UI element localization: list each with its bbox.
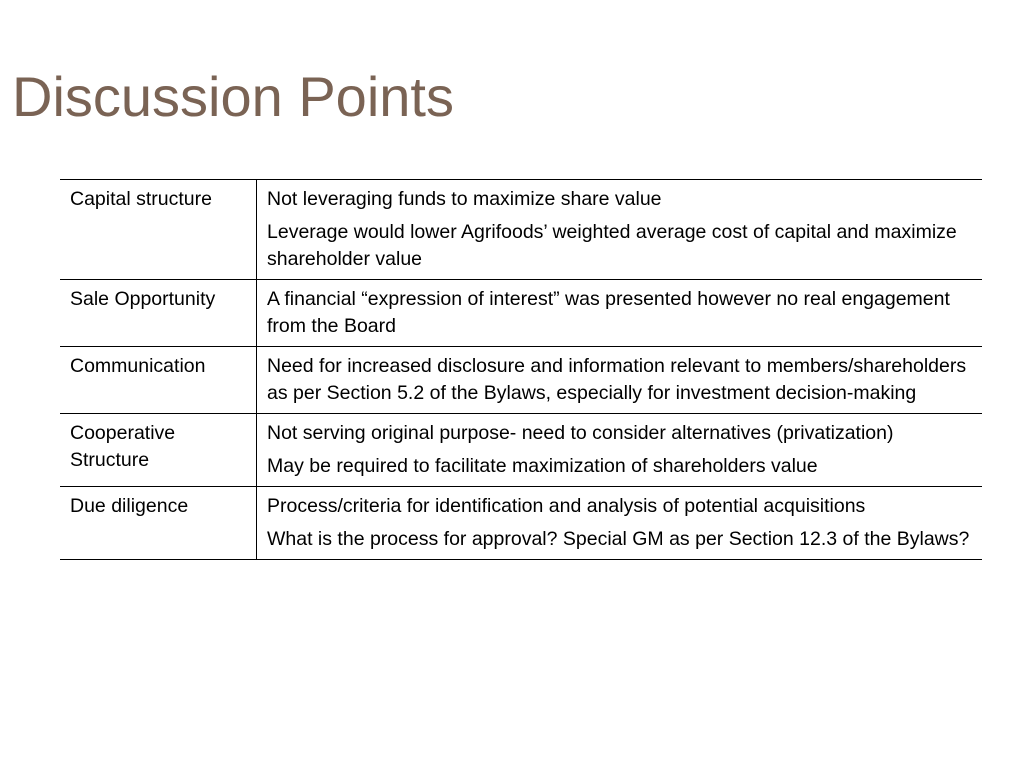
detail-text: May be required to facilitate maximization of shareholders value: [267, 455, 818, 477]
discussion-points-table: [60, 179, 982, 560]
table-row: [60, 280, 982, 347]
row-topic-capital-structure: Capital structure: [60, 180, 257, 280]
table-row: [60, 487, 982, 560]
detail-text: Leverage would lower Agrifoods’ weighted average cost of capital and maximize shareholder value: [267, 221, 957, 270]
detail-text: Not serving original purpose- need to consider alternatives (privatization): [267, 422, 894, 444]
row-details: [257, 414, 983, 487]
row-topic-due-diligence: Due diligence: [60, 487, 257, 560]
table-row: [60, 347, 982, 414]
row-topic-communication: Communication: [60, 347, 257, 414]
detail-text: What is the process for approval? Special GM as per Section 12.3 of the Bylaws?: [267, 528, 970, 550]
row-details: [257, 347, 983, 414]
detail-text: Need for increased disclosure and information relevant to members/shareholders as per Section 5.2 of the Bylaws, especially for investment decision-making: [267, 355, 967, 404]
row-details: [257, 487, 983, 560]
row-details: [257, 180, 983, 280]
detail-text: Process/criteria for identification and analysis of potential acquisitions: [267, 495, 866, 517]
slide-title: Discussion Points: [12, 65, 454, 128]
detail-text: A financial “expression of interest” was presented however no real engagement from the Board: [267, 288, 950, 337]
row-topic-sale-opportunity: Sale Opportunity: [60, 280, 257, 347]
detail-text: Not leveraging funds to maximize share value: [267, 188, 662, 210]
table-row: [60, 180, 982, 280]
row-details: [257, 280, 983, 347]
table-row: [60, 414, 982, 487]
row-topic-cooperative-structure: Cooperative Structure: [60, 414, 257, 487]
